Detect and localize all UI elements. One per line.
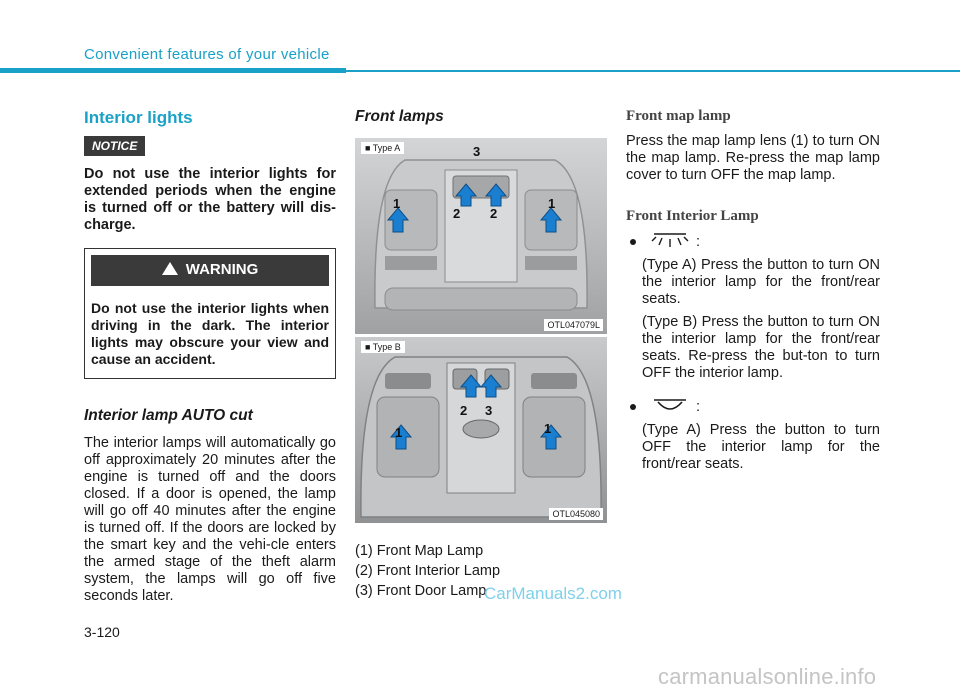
figure-type-a-code: OTL047079L [544, 319, 603, 331]
figure-type-a-drawing [355, 138, 607, 334]
lamp-on-type-a-text: (Type A) Press the button to turn ON the interior lamp for the front/rear seats. [642, 257, 880, 307]
header-title: Convenient features of your vehicle [84, 46, 330, 63]
bullet-lamp-on [626, 231, 880, 253]
figure-type-b-drawing [355, 337, 607, 523]
column-left [84, 108, 336, 605]
marker-b-2: 2 [460, 403, 468, 418]
warning-box [84, 248, 336, 379]
warning-triangle-icon [162, 262, 178, 275]
figure-type-b [355, 337, 607, 523]
header-rule-thin [346, 70, 960, 72]
notice-badge: NOTICE [84, 136, 145, 156]
legend-item-door-lamp: (3) Front Door Lamp [355, 583, 487, 599]
notice-text: Do not use the interior lights for extended periods when the engine is turned off or the battery will dis-charge. [84, 166, 336, 233]
bullet-lamp-off [626, 396, 880, 418]
figure-type-a [355, 138, 607, 334]
map-lamp-title: Front map lamp [626, 108, 731, 124]
marker-1-right: 1 [548, 196, 556, 211]
warning-text: Do not use the interior lights when driving in the dark. The interior lights may obscure your view and cause an accident. [91, 300, 329, 367]
marker-1-left: 1 [393, 196, 401, 211]
bullet-dot [630, 239, 636, 245]
legend-item-map-lamp: (1) Front Map Lamp [355, 543, 484, 559]
figure-type-b-code: OTL045080 [549, 508, 603, 520]
bullet-colon: : [696, 399, 701, 415]
footer-site: carmanualsonline.info [658, 664, 877, 689]
lamp-off-icon [650, 396, 690, 418]
watermark: CarManuals2.com [484, 584, 622, 603]
page-number: 3-120 [84, 624, 120, 640]
marker-2-left: 2 [453, 206, 461, 221]
column-middle [355, 108, 607, 601]
marker-b-3: 3 [485, 403, 493, 418]
bullet-dot [630, 404, 636, 410]
marker-3: 3 [473, 144, 481, 159]
lamp-on-type-b-text: (Type B) Press the button to turn ON the interior lamp for the front/rear seats. Re-press the but-ton to turn OFF the interior lamp. [642, 314, 880, 381]
figure-type-b-label: ■ Type B [361, 341, 405, 353]
marker-b-1-right: 1 [544, 421, 552, 436]
map-lamp-text: Press the map lamp lens (1) to turn ON the map lamp. Re-press the map lamp cover to turn OFF the map lamp. [626, 133, 880, 183]
legend-item-interior-lamp: (2) Front Interior Lamp [355, 563, 501, 579]
marker-b-1-left: 1 [395, 425, 403, 440]
header-rule [0, 68, 346, 73]
figure-type-a-label: ■ Type A [361, 142, 404, 154]
lamp-off-type-a-text: (Type A) Press the button to turn OFF the interior lamp for the front/rear seats. [642, 422, 880, 472]
section-title-interior-lights: Interior lights [84, 108, 193, 127]
lamp-on-icon [650, 231, 690, 253]
bullet-colon: : [696, 234, 701, 250]
interior-lamp-title: Front Interior Lamp [626, 208, 759, 224]
column-right [626, 108, 880, 479]
subsection-title-auto-cut: Interior lamp AUTO cut [84, 407, 253, 424]
warning-label: WARNING [185, 261, 259, 278]
warning-header [91, 255, 329, 286]
auto-cut-text: The interior lamps will automatically go off approximately 20 minutes after the engine is turned off and the doors closed. If a door is opened, the lamp will go off 40 minutes after the engine is turned off. If the doors are locked by the smart key and the vehi-cle enters the armed stage of the theft alarm system, the lamps will go off five seconds later. [84, 435, 336, 604]
section-title-front-lamps: Front lamps [355, 108, 444, 125]
marker-2-right: 2 [490, 206, 498, 221]
